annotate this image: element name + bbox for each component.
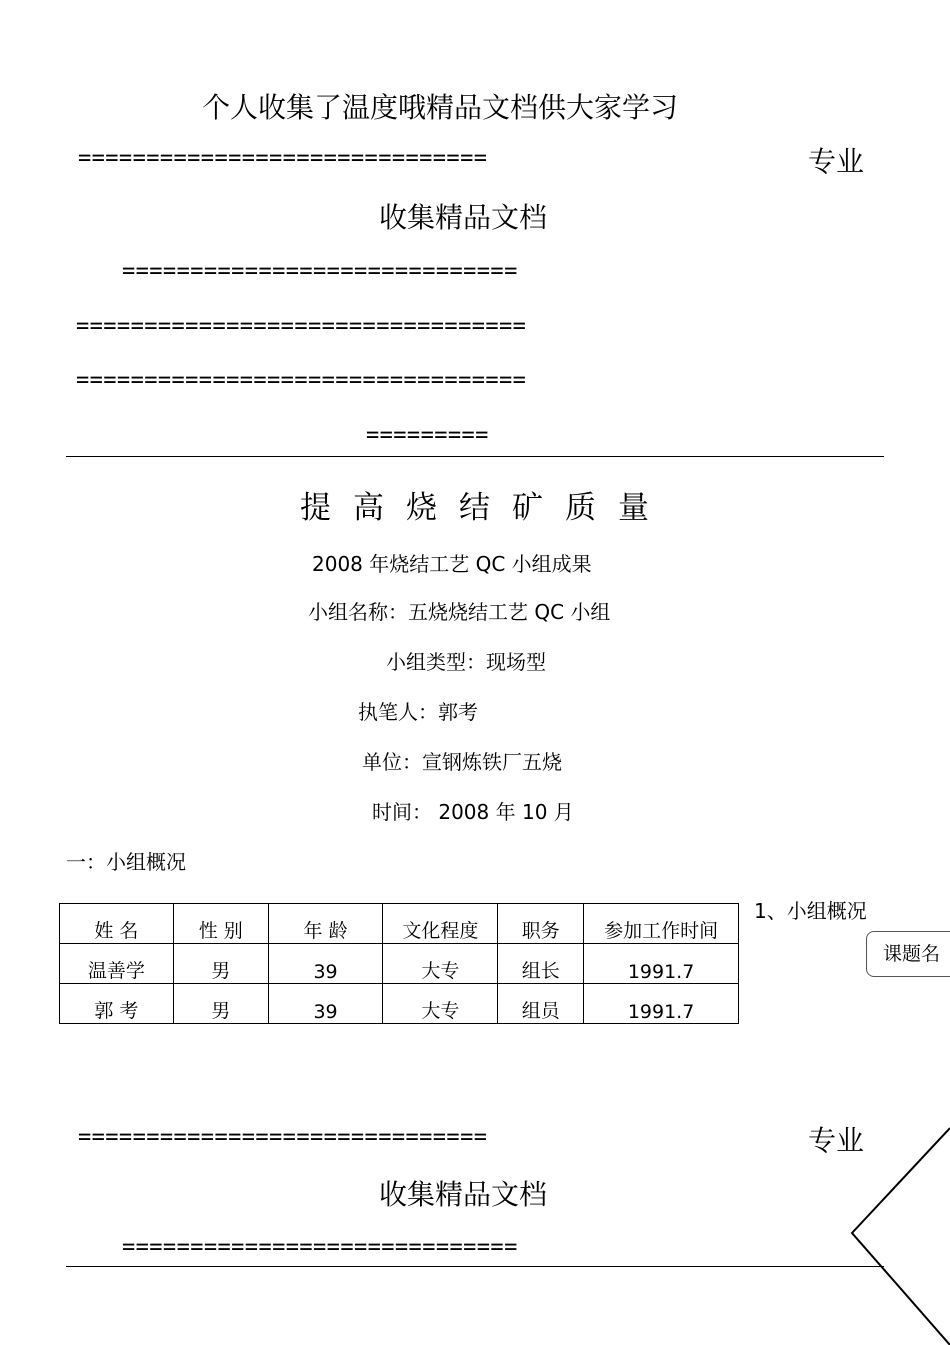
- separator-line: =================================: [76, 314, 527, 339]
- table-cell: 温善学: [60, 944, 174, 984]
- header-cell: 性 别: [173, 904, 268, 944]
- header-cell: 文化程度: [383, 904, 498, 944]
- header-cell: 年 龄: [268, 904, 383, 944]
- group-name: 小组名称：五烧烧结工艺 QC 小组: [308, 600, 611, 624]
- separator-line: ==============================: [78, 1125, 488, 1150]
- document-subtitle: 2008 年烧结工艺 QC 小组成果: [312, 552, 592, 576]
- header-cell: 职务: [498, 904, 584, 944]
- separator-line: =================================: [76, 368, 527, 393]
- separator-line: =============================: [122, 259, 518, 284]
- pro-label: 专业: [808, 1124, 865, 1157]
- table-cell: 组员: [498, 984, 584, 1024]
- separator-line: =========: [366, 423, 489, 448]
- table-cell: 1991.7: [584, 944, 739, 984]
- table-cell: 1991.7: [584, 984, 739, 1024]
- table-cell: 大专: [383, 944, 498, 984]
- table-cell: 男: [173, 984, 268, 1024]
- date: 时间： 2008 年 10 月: [372, 800, 574, 824]
- section-heading: 一：小组概况: [66, 850, 186, 874]
- pro-label: 专业: [808, 145, 865, 178]
- callout-box: 课题名: [866, 931, 950, 977]
- table-cell: 郭 考: [60, 984, 174, 1024]
- header-cell: 姓 名: [60, 904, 174, 944]
- author: 执笔人：郭考: [358, 700, 478, 724]
- table-cell: 男: [173, 944, 268, 984]
- header-cell: 参加工作时间: [584, 904, 739, 944]
- side-label: 1、小组概况: [754, 899, 867, 923]
- collect-label: 收集精品文档: [379, 201, 548, 234]
- unit: 单位：宣钢炼铁厂五烧: [362, 750, 562, 774]
- watermark-heading: 个人收集了温度哦精品文档供大家学习: [202, 91, 679, 124]
- table-cell: 组长: [498, 944, 584, 984]
- document-title: 提高烧结矿质量: [300, 490, 671, 526]
- collect-label: 收集精品文档: [379, 1178, 548, 1211]
- group-type: 小组类型：现场型: [386, 650, 546, 674]
- table-cell: 39: [268, 944, 383, 984]
- table-cell: 大专: [383, 984, 498, 1024]
- separator-line: =============================: [122, 1235, 518, 1260]
- separator-line: ==============================: [78, 146, 488, 171]
- table-cell: 39: [268, 984, 383, 1024]
